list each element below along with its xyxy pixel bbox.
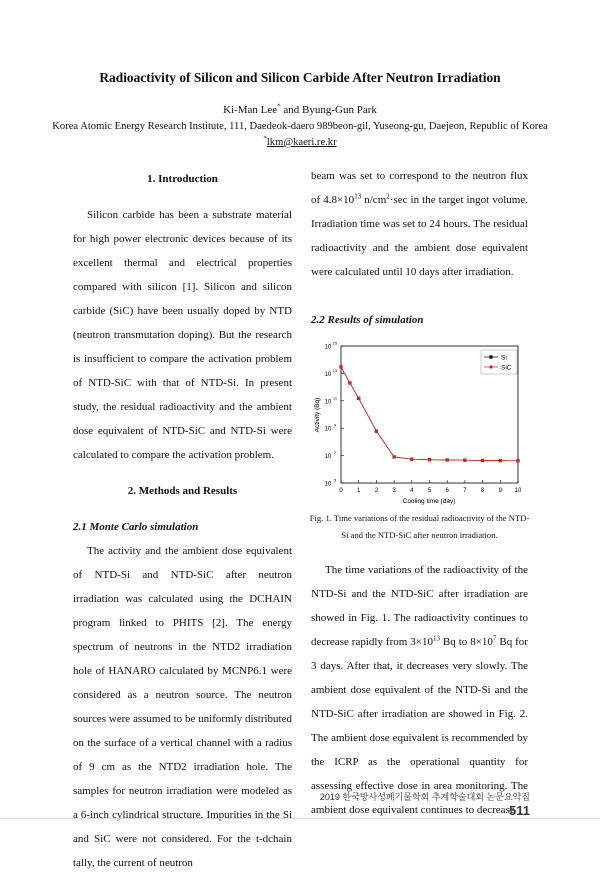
data-point-sic	[428, 458, 431, 461]
y-tick-label: 10	[324, 454, 332, 461]
legend-marker-sic	[489, 365, 492, 368]
x-tick-label: 7	[463, 488, 467, 494]
conference-name: 2019 한국방사성폐기물학회 추계학술대회 논문요약집	[319, 792, 530, 802]
author-main: Ki-Man Lee	[223, 104, 278, 116]
legend-box	[481, 350, 517, 374]
setup-exp1: 13	[354, 192, 362, 201]
series-line-si	[341, 367, 518, 461]
setup-text-b: n/cm	[361, 194, 387, 206]
footer-rule	[0, 818, 600, 819]
data-point-sic	[446, 458, 449, 461]
results-paragraph	[311, 558, 528, 822]
author-star: *	[277, 102, 281, 111]
data-point-sic	[463, 459, 466, 462]
author-rest: and Byung-Gun Park	[280, 104, 377, 116]
page-footer	[300, 790, 530, 818]
y-tick-label: 10	[324, 344, 332, 351]
figure-caption: Fig. 1. Time variations of the residual radioactivity of the NTD-Si and the NTD-SiC after neutron irradiation.	[309, 513, 530, 540]
x-tick-label: 0	[339, 488, 343, 494]
activity-chart	[311, 340, 528, 505]
x-tick-label: 9	[498, 488, 502, 494]
affiliation: Korea Atomic Energy Research Institute, 111, Daedeok-daero 989beon-gil, Yuseong-gu, Daejeon, Republic of Korea	[52, 121, 548, 132]
y-tick-label: 10	[324, 481, 332, 488]
x-tick-label: 6	[445, 488, 449, 494]
data-point-sic	[357, 397, 360, 400]
email-star: *	[263, 134, 267, 143]
results-exp2: 7	[492, 634, 497, 643]
x-tick-label: 10	[514, 488, 522, 494]
mc-heading: 2.1 Monte Carlo simulation	[73, 521, 199, 533]
x-tick-label: 4	[410, 488, 414, 494]
email-link[interactable]: lkm@kaeri.re.kr	[266, 137, 337, 148]
data-point-sic	[348, 381, 351, 384]
y-tick-exponent: 11	[332, 395, 338, 401]
intro-paragraph: Silicon carbide has been a substrate material for high power electronic devices because of its excellent thermal and electrical properties compared with silicon [1]. Silicon and silicon carbide (SiC) have been usually doped by NTD (neutron transmutation doping). But the research is insufficient to compare the activation problem of NTD-SiC with that of NTD-Si. In present study, the residual radioactivity and the ambient dose equivalent of NTD-SiC and NTD-Si were calculated to compare the activation problem.	[73, 209, 292, 461]
x-tick-label: 1	[357, 488, 361, 494]
methods-heading: 2. Methods and Results	[127, 485, 238, 497]
results-exp1: 13	[432, 634, 440, 643]
legend-label-sic: SiC	[501, 364, 512, 372]
x-axis-label: Cooling time (day)	[402, 498, 456, 505]
data-point-sic	[410, 458, 413, 461]
results-text-b: Bq to 8×10	[439, 636, 493, 648]
y-tick-label: 10	[324, 399, 332, 406]
data-point-sic	[393, 455, 396, 458]
data-point-sic	[339, 365, 342, 368]
data-point-sic	[375, 430, 378, 433]
mc-paragraph: The activity and the ambient dose equivalent of NTD-Si and NTD-SiC after neutron irradiation was calculated using the DCHAIN program linked to PHITS [2]. The energy spectrum of neutrons in the NTD2 irradiation hole of HANARO calculated by MCNP6.1 were considered as a neutron source. The neutron sources were assumed to be uniformly distributed on the surface of a vertical channel with a radius of 9 cm as the NTD2 irradiation hole. The samples for neutron irradiation were modeled as a 6-inch cylindrical structure. Impurities in the Si and SiC were not considered. For the t-dchain tally, the current of neutron	[73, 545, 292, 869]
right-column-top	[311, 164, 528, 332]
y-tick-label: 10	[324, 426, 332, 433]
chart-legend	[481, 350, 517, 374]
right-column-bottom	[311, 558, 528, 822]
author-line	[0, 104, 600, 116]
x-tick-label: 5	[427, 488, 432, 494]
setup-exp2: 2	[386, 192, 390, 201]
left-column	[73, 167, 292, 875]
x-tick-label: 3	[392, 488, 396, 494]
setup-text-a: beam was set to correspond to the neutron flux of 4.8×10	[311, 170, 528, 206]
data-point-sic	[481, 459, 484, 462]
y-tick-exponent: 15	[332, 340, 338, 346]
series-line-sic	[341, 367, 518, 461]
intro-heading: 1. Introduction	[147, 173, 218, 185]
y-axis-label: Activity (Bq)	[314, 397, 321, 433]
y-tick-exponent: 13	[332, 367, 338, 373]
y-tick-label: 10	[324, 371, 332, 378]
y-tick-exponent: 7	[333, 450, 337, 456]
data-point-sic	[516, 459, 519, 462]
results-text-c: Bq for 3 days. After that, it decreases very slowly. The ambient dose equivalent of the NTD-Si and the NTD-SiC after irradiation are showed in Fig. 2. The ambient dose equivalent is recommended by the ICRP as the operational quantity for assessing effective dose in area monitoring. The ambient dose equivalent continues to decrease	[311, 636, 528, 816]
y-tick-exponent: 9	[333, 422, 337, 428]
legend-marker-si	[489, 355, 492, 358]
page-number: 511	[509, 803, 530, 818]
legend-label-si: Si	[501, 354, 507, 362]
results-text-a: The time variations of the radioactivity of the NTD-Si and the NTD-SiC after irradiation are showed in Fig. 1. The radioactivity continues to decrease rapidly from 3×10	[311, 564, 528, 648]
x-tick-label: 2	[374, 488, 379, 494]
activity-chart-svg	[311, 340, 528, 505]
data-point-sic	[499, 459, 502, 462]
y-tick-exponent: 5	[333, 477, 337, 483]
setup-paragraph	[311, 164, 528, 284]
results-heading: 2.2 Results of simulation	[311, 314, 424, 326]
setup-text-c: ·sec in the target ingot volume. Irradiation time was set to 24 hours. The residual radioactivity and the ambient dose equivalent were calculated until 10 days after irradiation.	[311, 194, 528, 278]
x-tick-label: 8	[480, 488, 485, 494]
paper-title: Radioactivity of Silicon and Silicon Carbide After Neutron Irradiation	[99, 70, 501, 85]
email-line	[0, 134, 600, 148]
